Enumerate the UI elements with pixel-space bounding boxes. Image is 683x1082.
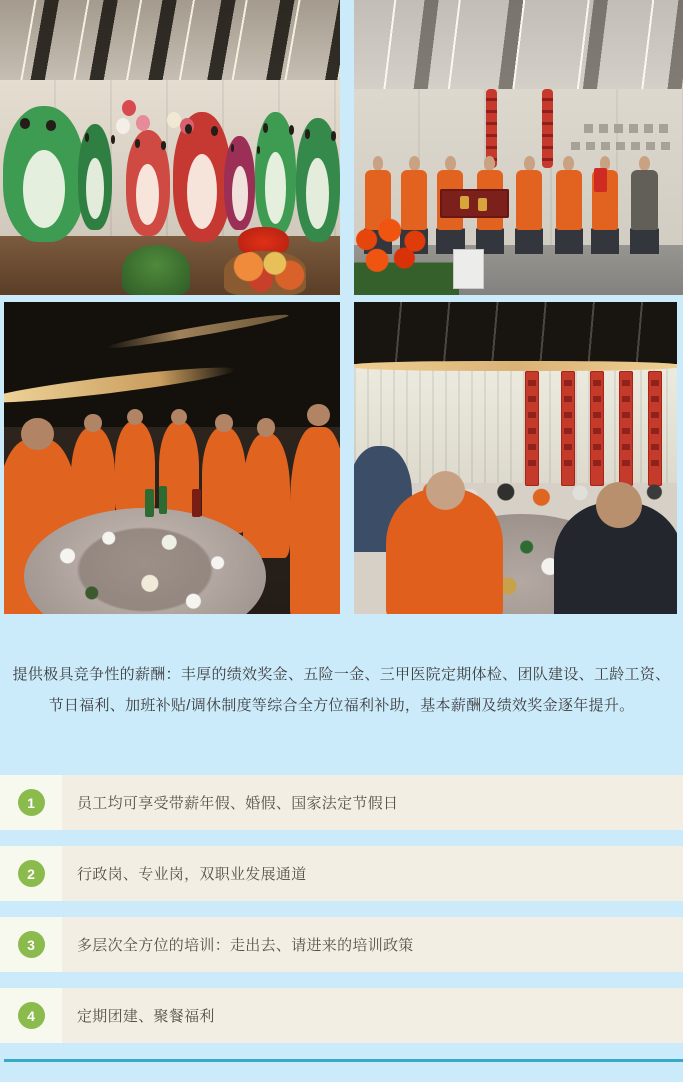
number-badge: 4	[18, 1002, 45, 1029]
benefit-row-3	[0, 917, 683, 972]
photo-ceiling	[4, 302, 340, 427]
flower-bouquet	[224, 251, 306, 295]
benefit-text: 员工均可享受带薪年假、婚假、国家法定节假日	[62, 775, 683, 830]
person	[386, 489, 502, 614]
number-badge: 1	[18, 789, 45, 816]
benefit-text: 定期团建、聚餐福利	[62, 988, 683, 1043]
balloon	[116, 118, 130, 134]
number-badge: 3	[18, 931, 45, 958]
benefits-list	[0, 775, 683, 1062]
benefit-row-4	[0, 988, 683, 1043]
bottle	[159, 486, 168, 514]
bottle	[145, 489, 154, 517]
balloon	[167, 112, 181, 128]
number-badge: 2	[18, 860, 45, 887]
section-divider	[4, 1059, 683, 1062]
green-plant	[122, 245, 190, 295]
photo-ceiling	[0, 0, 340, 80]
frog-mascot	[78, 124, 112, 230]
frog-mascot	[296, 118, 340, 242]
badge-column	[0, 917, 62, 972]
person	[554, 502, 677, 614]
new-year-banner	[648, 371, 662, 486]
bottle	[192, 489, 201, 517]
badge-column	[0, 846, 62, 901]
new-year-banner	[561, 371, 575, 486]
frog-mascot	[255, 112, 296, 236]
benefit-text: 行政岗、专业岗，双职业发展通道	[62, 846, 683, 901]
new-year-banner	[525, 371, 539, 486]
photo-group-award[interactable]	[354, 0, 683, 295]
benefit-row-1	[0, 775, 683, 830]
benefit-row-2	[0, 846, 683, 901]
badge-column	[0, 775, 62, 830]
new-year-banner	[590, 371, 604, 486]
frog-mascot	[224, 136, 255, 230]
benefit-text: 多层次全方位的培训：走出去、请进来的培训政策	[62, 917, 683, 972]
photo-toast[interactable]	[4, 302, 340, 614]
person	[555, 156, 583, 253]
red-envelope	[594, 168, 607, 192]
badge-column	[0, 988, 62, 1043]
frog-mascot	[3, 106, 85, 242]
benefits-intro-line: 节日福利、加班补贴/调休制度等综合全方位福利补助，基本薪酬及绩效奖金逐年提升。	[48, 696, 635, 714]
ceiling-light	[354, 361, 677, 370]
photo-card	[453, 249, 485, 289]
benefits-intro	[0, 614, 683, 775]
photo-banquet-hall[interactable]	[354, 302, 677, 614]
award-banner	[440, 189, 509, 219]
balloon	[136, 115, 150, 131]
orange-tulips	[354, 218, 459, 295]
person	[202, 427, 246, 533]
photo-ceiling	[354, 0, 683, 89]
wall-text	[584, 124, 670, 133]
person	[515, 156, 543, 253]
person	[243, 433, 290, 558]
wall-text	[571, 142, 670, 151]
photo-mascots[interactable]	[0, 0, 340, 295]
person	[630, 156, 658, 253]
person	[290, 427, 340, 614]
photo-ceiling	[354, 302, 677, 364]
benefits-intro-line: 提供极具竞争性的薪酬：丰厚的绩效奖金、五险一金、三甲医院定期体检、团队建设、工龄工资、	[12, 665, 671, 683]
new-year-banner	[619, 371, 633, 486]
frog-mascot	[126, 130, 170, 236]
